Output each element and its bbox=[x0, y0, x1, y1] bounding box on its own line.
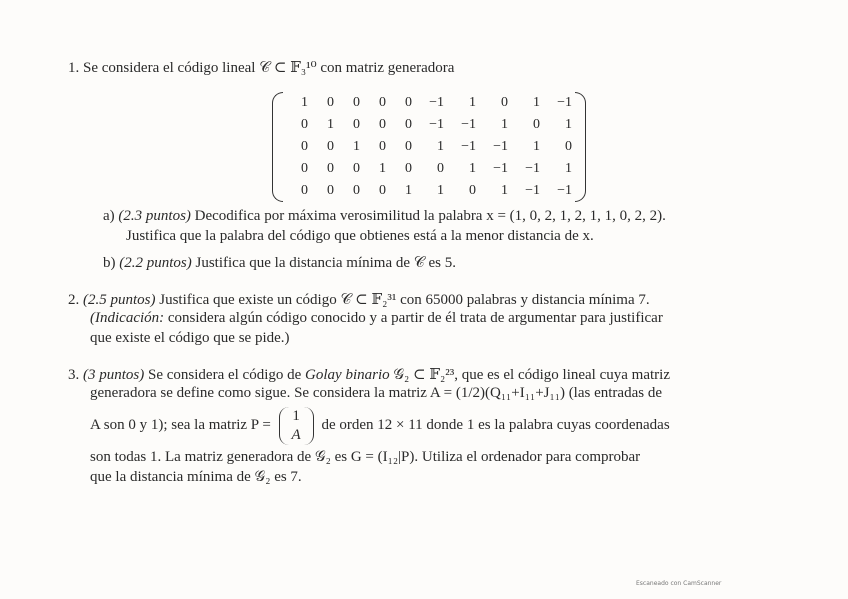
question-3-line1a: Se considera el código de bbox=[148, 367, 302, 383]
part-a-line1: Decodifica por máxima verosimilitud la palabra x = (1, 0, 2, 1, 2, 1, 1, 0, 2, 2). bbox=[194, 208, 666, 224]
matrix-cell: −1 bbox=[461, 117, 476, 132]
p-matrix bbox=[279, 407, 314, 445]
p-matrix-bottom: A bbox=[291, 426, 301, 443]
matrix-cell: 0 bbox=[353, 117, 360, 132]
question-1-line bbox=[68, 58, 454, 77]
question-2-points: (2.5 puntos) bbox=[83, 292, 156, 308]
question-3-line4: son todas 1. La matriz generadora de 𝒢₂ es G = (I₁₂|P). Utiliza el ordenador para comprobar bbox=[90, 449, 641, 465]
matrix-cell: 1 bbox=[469, 161, 476, 176]
question-3-line3 bbox=[90, 403, 670, 447]
matrix-cell: 1 bbox=[379, 161, 386, 176]
p-matrix-top: 1 bbox=[292, 407, 300, 424]
matrix-cell: 0 bbox=[301, 117, 308, 132]
left-parenthesis bbox=[272, 92, 283, 202]
matrix-table bbox=[284, 92, 574, 202]
question-2-second-line bbox=[90, 310, 663, 327]
question-1-number: 1. bbox=[68, 60, 80, 76]
matrix-cell: 1 bbox=[327, 117, 334, 132]
part-a-points: (2.3 puntos) bbox=[118, 208, 191, 224]
matrix-cell: 0 bbox=[405, 161, 412, 176]
matrix-cell: 0 bbox=[327, 139, 334, 154]
matrix-cell: 0 bbox=[533, 117, 540, 132]
part-b-line1: Justifica que la distancia mínima de 𝒞 es 5. bbox=[195, 255, 456, 271]
matrix-row bbox=[284, 92, 574, 114]
matrix-cell: 1 bbox=[565, 117, 572, 132]
question-2-first-line bbox=[68, 290, 650, 309]
matrix-cell: −1 bbox=[493, 161, 508, 176]
question-3-points: (3 puntos) bbox=[83, 367, 145, 383]
matrix-cell: −1 bbox=[525, 161, 540, 176]
matrix-row bbox=[284, 158, 574, 180]
question-2-line3: que existe el código que se pide.) bbox=[90, 330, 290, 346]
matrix-cell: 0 bbox=[405, 117, 412, 132]
matrix-cell: 1 bbox=[301, 95, 308, 110]
question-3-line5: que la distancia mínima de 𝒢₂ es 7. bbox=[90, 469, 302, 485]
matrix-cell: 0 bbox=[353, 95, 360, 110]
matrix-cell: 1 bbox=[469, 95, 476, 110]
part-a-line2: Justifica que la palabra del código que obtienes está a la menor distancia de x. bbox=[126, 228, 594, 244]
matrix-cell: 0 bbox=[437, 161, 444, 176]
matrix-row bbox=[284, 180, 574, 202]
matrix-cell: 0 bbox=[327, 95, 334, 110]
question-2-line2: considera algún código conocido y a partir de él trata de argumentar para justificar bbox=[167, 310, 663, 326]
part-b-first-line bbox=[103, 254, 456, 272]
question-1-text: Se considera el código lineal 𝒞 ⊂ 𝔽₃¹⁰ con matriz generadora bbox=[83, 60, 455, 76]
question-3-golay: Golay binario bbox=[305, 367, 390, 383]
matrix-cell: 1 bbox=[501, 183, 508, 198]
question-3-first-line bbox=[68, 365, 670, 384]
matrix-cell: −1 bbox=[493, 139, 508, 154]
matrix-cell: 0 bbox=[327, 161, 334, 176]
matrix-cell: 0 bbox=[379, 95, 386, 110]
matrix-cell: 0 bbox=[405, 139, 412, 154]
question-2-number: 2. bbox=[68, 292, 80, 308]
part-a-label: a) bbox=[103, 208, 115, 224]
matrix-row bbox=[284, 136, 574, 158]
matrix-cell: 1 bbox=[437, 139, 444, 154]
matrix-cell: 0 bbox=[469, 183, 476, 198]
matrix-cell: 0 bbox=[327, 183, 334, 198]
matrix-cell: 0 bbox=[379, 117, 386, 132]
scanner-watermark: Escaneado con CamScanner bbox=[636, 580, 722, 587]
matrix-cell: 1 bbox=[501, 117, 508, 132]
matrix-cell: −1 bbox=[461, 139, 476, 154]
question-2-hint-label: (Indicación: bbox=[90, 310, 165, 326]
matrix-cell: 0 bbox=[301, 139, 308, 154]
right-parenthesis bbox=[575, 92, 586, 202]
matrix-cell: 0 bbox=[379, 183, 386, 198]
part-b-points: (2.2 puntos) bbox=[119, 255, 192, 271]
matrix-cell: 1 bbox=[533, 95, 540, 110]
matrix-cell: 0 bbox=[565, 139, 572, 154]
question-3-line2: generadora se define como sigue. Se considera la matriz A = (1/2)(Q₁₁+I₁₁+J₁₁) (las entradas de bbox=[90, 385, 662, 401]
part-b-label: b) bbox=[103, 255, 116, 271]
matrix-cell: 1 bbox=[353, 139, 360, 154]
matrix-cell: 1 bbox=[533, 139, 540, 154]
matrix-cell: 1 bbox=[405, 183, 412, 198]
matrix-cell: −1 bbox=[429, 95, 444, 110]
matrix-cell: 1 bbox=[437, 183, 444, 198]
matrix-cell: 0 bbox=[353, 183, 360, 198]
matrix-cell: 0 bbox=[301, 161, 308, 176]
matrix-cell: 1 bbox=[565, 161, 572, 176]
matrix-cell: 0 bbox=[501, 95, 508, 110]
question-3-number: 3. bbox=[68, 367, 80, 383]
matrix-cell: −1 bbox=[557, 95, 572, 110]
matrix-row bbox=[284, 114, 574, 136]
matrix-cell: 0 bbox=[353, 161, 360, 176]
matrix-cell: −1 bbox=[429, 117, 444, 132]
part-a-first-line bbox=[103, 208, 666, 225]
generator-matrix bbox=[272, 92, 586, 202]
matrix-cell: 0 bbox=[405, 95, 412, 110]
question-3-line1b: 𝒢₂ ⊂ 𝔽₂²³, que es el código lineal cuya matriz bbox=[393, 367, 670, 383]
matrix-cell: −1 bbox=[557, 183, 572, 198]
matrix-cell: −1 bbox=[525, 183, 540, 198]
question-3-line3a: A son 0 y 1); sea la matriz P = bbox=[90, 417, 271, 433]
matrix-cell: 0 bbox=[379, 139, 386, 154]
question-3-line3b: de orden 12 × 11 donde 1 es la palabra cuyas coordenadas bbox=[321, 417, 670, 433]
question-2-line1: Justifica que existe un código 𝒞 ⊂ 𝔽₂³¹ con 65000 palabras y distancia mínima 7. bbox=[159, 292, 650, 308]
matrix-cell: 0 bbox=[301, 183, 308, 198]
